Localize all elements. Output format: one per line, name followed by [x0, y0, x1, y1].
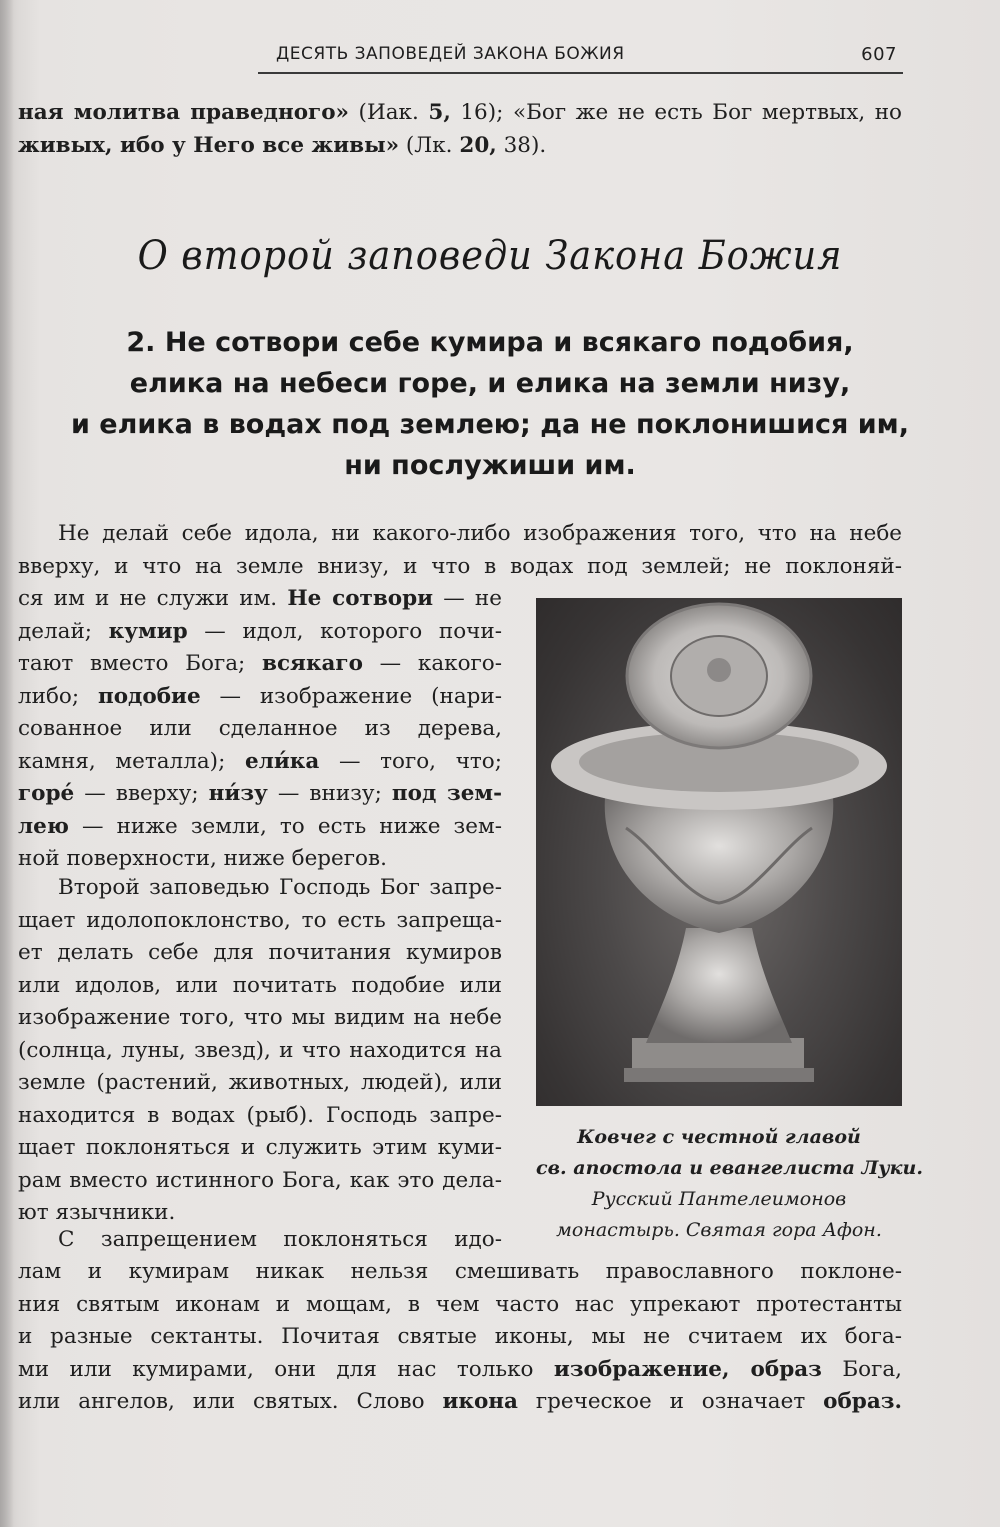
caption-line-3: Русский Пантелеимонов — [591, 1188, 847, 1210]
reliquary-photo — [536, 598, 902, 1106]
section-heading: О второй заповеди Закона Божия — [137, 233, 843, 279]
para2-line-10: рам вместо истинного Бога, как это дела- — [18, 1167, 502, 1193]
commandment-text — [60, 322, 920, 486]
commandment-line-4: ни послужиши им. — [344, 450, 636, 481]
reliquary-icon-figure — [707, 658, 731, 682]
para2-line-7: земле (растений, животных, людей), или — [18, 1070, 502, 1095]
page-number: 607 — [861, 44, 897, 65]
para2-line-1: Второй заповедью Господь Бог запре- — [58, 875, 502, 900]
para2-line-4: или идолов, или почитать подобие или — [18, 972, 502, 998]
commandment-line-1: 2. Не сотвори себе кумира и всякаго подобия, — [126, 327, 854, 358]
commandment-line-2: елика на небеси горе, и елика на земли низу, — [129, 368, 851, 399]
para2-line-3: ет делать себе для почитания кумиров — [18, 940, 502, 965]
paragraph-3-wide — [18, 1256, 902, 1419]
reliquary-illustration — [536, 598, 902, 1106]
para3-line-2: лам и кумирам никак нельзя смешивать православного поклоне- — [18, 1259, 902, 1284]
para2-line-5: изображение того, что мы видим на небе — [18, 1005, 502, 1030]
para2-line-11: ют язычники. — [18, 1200, 176, 1225]
paragraph-3-narrow — [18, 1224, 502, 1257]
intro-line-1: ная молитва праведного» (Иак. 5, 16); «Бог же не есть Бог мертвых, но — [18, 100, 902, 125]
caption-line-1: Ковчег с честной главой — [577, 1126, 861, 1148]
para1-line-1: Не делай себе идола, ни какого-либо изображения того, что на небе — [58, 521, 902, 546]
para3-line-6: или ангелов, или святых. Слово икона греческое и означает образ. — [18, 1389, 902, 1414]
intro-paragraph — [18, 97, 902, 162]
reliquary-plinth — [624, 1068, 814, 1082]
intro-line-2: живых, ибо у Него все живы» (Лк. 20, 38). — [18, 132, 547, 158]
paragraph-2 — [18, 872, 502, 1230]
running-head — [258, 38, 903, 74]
para2-line-2: щает идолопоклонство, то есть запреща- — [18, 907, 502, 933]
para1-line-2: вверху, и что на земле внизу, и что в водах под землей; не поклоняй- — [18, 553, 902, 579]
figure-caption — [536, 1122, 923, 1246]
reliquary-stem — [646, 928, 792, 1043]
para2-line-8: находится в водах (рыб). Господь запре- — [18, 1102, 502, 1128]
page-gutter-shadow — [0, 0, 14, 1527]
paragraph-1-narrow — [18, 583, 502, 876]
para1-line-9: горе́ — вверху; ни́зу — внизу; под зем- — [18, 781, 503, 806]
para1-line-10: лею — ниже земли, то есть ниже зем- — [18, 813, 502, 839]
para1-line-4: делай; кумир — идол, которого почи- — [18, 618, 502, 644]
para3-line-4: и разные сектанты. Почитая святые иконы, мы не считаем их бога- — [18, 1324, 902, 1349]
para1-line-3: ся им и не служи им. Не сотвори — не — [18, 586, 502, 611]
para1-line-7: сованное или сделанное из дерева, — [18, 716, 502, 741]
para3-line-5: ми или кумирами, они для нас только изображение, образ Бога, — [18, 1356, 903, 1382]
para2-line-6: (солнца, луны, звезд), и что находится на — [18, 1037, 502, 1063]
para2-line-9: щает поклоняться и служить этим куми- — [18, 1135, 502, 1160]
caption-line-2: св. апостола и евангелиста Луки. — [536, 1157, 923, 1179]
para1-line-8: камня, металла); ели́ка — того, что; — [18, 748, 502, 774]
commandment-line-3: и елика в водах под землею; да не поклонишися им, — [70, 409, 910, 440]
para1-line-5: тают вместо Бога; всякаго — какого- — [18, 651, 503, 676]
para3-line-3: ния святым иконам и мощам, в чем часто нас упрекают протестанты — [18, 1291, 902, 1317]
paragraph-1-top — [18, 518, 902, 583]
running-head-title: ДЕСЯТЬ ЗАПОВЕДЕЙ ЗАКОНА БОЖИЯ — [276, 44, 625, 64]
para1-line-11: ной поверхности, ниже берегов. — [18, 846, 387, 871]
caption-line-4: монастырь. Святая гора Афон. — [556, 1219, 882, 1241]
para1-line-6: либо; подобие — изображение (нари- — [18, 683, 502, 709]
para3-line-1: С запрещением поклоняться идо- — [58, 1227, 502, 1252]
